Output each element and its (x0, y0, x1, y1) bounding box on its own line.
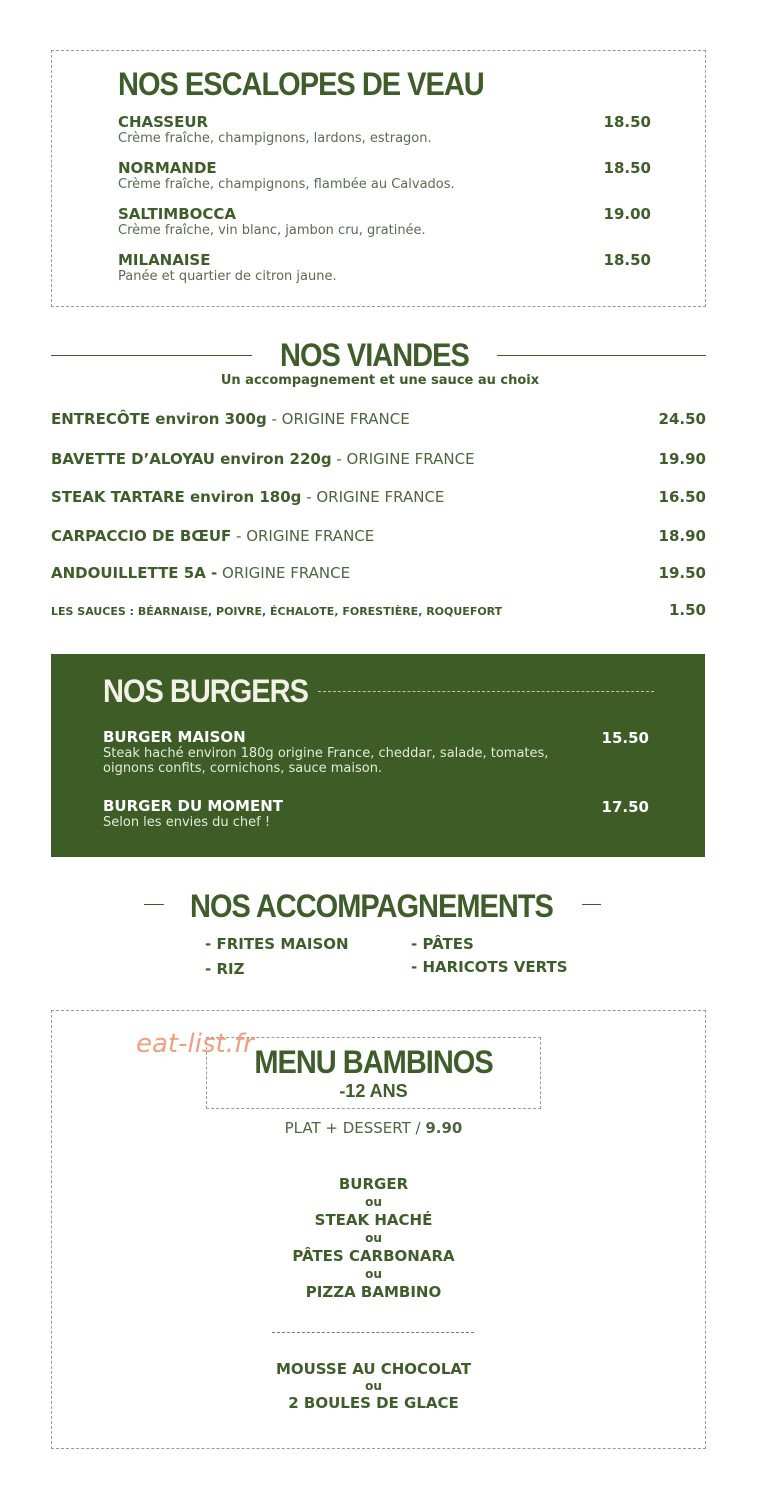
menu-item (103, 728, 603, 776)
ou-separator: ou (365, 1379, 382, 1393)
item-description: Crème fraîche, champignons, flambée au Calvados. (118, 177, 455, 192)
desserts-list (52, 1361, 695, 1412)
item-name: MILANAISE (118, 251, 211, 269)
item-name: BAVETTE D’ALOYAU environ 220g (51, 450, 332, 468)
item-price: 18.50 (603, 113, 651, 131)
item-description: Panée et quartier de citron jaune. (118, 269, 337, 284)
formula (52, 1119, 695, 1137)
item-price: 18.90 (658, 527, 706, 545)
bambinos-age: -12 ANS (339, 1081, 408, 1101)
side-item: - HARICOTS VERTS (411, 958, 568, 976)
item-name: BURGER DU MOMENT (103, 797, 283, 815)
viandes-subtitle: Un accompagnement et une sauce au choix (220, 373, 540, 388)
item-description: oignons confits, cornichons, sauce maison. (103, 761, 383, 776)
item-name: CARPACCIO DE BŒUF (51, 527, 232, 545)
item-price: 18.50 (603, 159, 651, 177)
item-price: 15.50 (601, 729, 649, 747)
burgers-title: NOS BURGERS (103, 674, 308, 710)
item-price: 19.00 (603, 205, 651, 223)
menu-item (51, 410, 706, 428)
ou-separator: ou (365, 1231, 382, 1245)
sauces-row (51, 601, 706, 619)
dotted-divider (318, 691, 654, 692)
sauces-price: 1.50 (668, 601, 706, 619)
plat-option: BURGER (338, 1175, 409, 1193)
item-name: ENTRECÔTE environ 300g (51, 410, 267, 428)
side-item: - FRITES MAISON (205, 935, 349, 953)
item-description: Selon les envies du chef ! (103, 815, 271, 830)
divider-line (51, 355, 252, 356)
escalopes-title: NOS ESCALOPES DE VEAU (118, 67, 484, 103)
item-description: Crème fraîche, champignons, lardons, estragon. (118, 131, 432, 146)
item-price: 19.50 (658, 564, 706, 582)
bambinos-title: MENU BAMBINOS (254, 1045, 493, 1081)
menu-item (118, 205, 658, 238)
item-description: Crème fraîche, vin blanc, jambon cru, gratinée. (118, 223, 426, 238)
ou-separator: ou (365, 1195, 382, 1209)
menu-item (118, 113, 658, 146)
menu-item (118, 159, 658, 192)
watermark: eat-list.fr (136, 1029, 254, 1059)
accompagnements-title: NOS ACCOMPAGNEMENTS (190, 889, 553, 925)
formula-price: 9.90 (425, 1119, 463, 1137)
item-name: STEAK TARTARE environ 180g (51, 488, 302, 506)
item-name: NORMANDE (118, 159, 217, 177)
sauces-label: LES SAUCES : BÉARNAISE, POIVRE, ÉCHALOTE, FORESTIÈRE, ROQUEFORT (51, 605, 503, 618)
item-origin: ORIGINE FRANCE (217, 564, 351, 582)
item-origin: - ORIGINE FRANCE (231, 527, 375, 545)
viandes-title: NOS VIANDES (280, 338, 469, 374)
item-name: SALTIMBOCCA (118, 205, 237, 223)
item-origin: - ORIGINE FRANCE (301, 488, 445, 506)
formula-label: PLAT + DESSERT / (284, 1119, 426, 1137)
side-item: - PÂTES (411, 935, 474, 953)
plat-option: PÂTES CARBONARA (292, 1247, 455, 1265)
menu-item (51, 450, 706, 468)
item-origin: - ORIGINE FRANCE (266, 410, 410, 428)
menu-item (118, 251, 658, 284)
plat-option: PIZZA BAMBINO (305, 1283, 442, 1301)
escalopes-section (51, 50, 706, 307)
bambinos-section (51, 1010, 706, 1449)
item-name: ANDOUILLETTE 5A - (51, 564, 218, 582)
item-description: Steak haché environ 180g origine France, cheddar, salade, tomates, (103, 746, 549, 761)
item-price: 19.90 (658, 450, 706, 468)
item-name: CHASSEUR (118, 113, 209, 131)
side-item: - RIZ (205, 960, 245, 978)
burgers-section (51, 654, 705, 857)
dessert-option: 2 BOULES DE GLACE (288, 1394, 459, 1412)
item-name: BURGER MAISON (103, 728, 246, 746)
item-price: 16.50 (658, 488, 706, 506)
item-price: 17.50 (601, 798, 649, 816)
menu-item (103, 797, 603, 830)
menu-item (51, 488, 706, 506)
plat-option: STEAK HACHÉ (314, 1211, 433, 1229)
item-origin: - ORIGINE FRANCE (331, 450, 475, 468)
menu-item (51, 527, 706, 545)
item-price: 18.50 (603, 251, 651, 269)
menu-item (51, 564, 706, 582)
item-price: 24.50 (658, 410, 706, 428)
divider-line (144, 904, 164, 905)
divider-line (497, 355, 706, 356)
dotted-divider (272, 1332, 474, 1333)
dessert-option: MOUSSE AU CHOCOLAT (275, 1360, 472, 1378)
ou-separator: ou (365, 1267, 382, 1281)
divider-line (582, 904, 601, 905)
plats-list (52, 1175, 695, 1301)
